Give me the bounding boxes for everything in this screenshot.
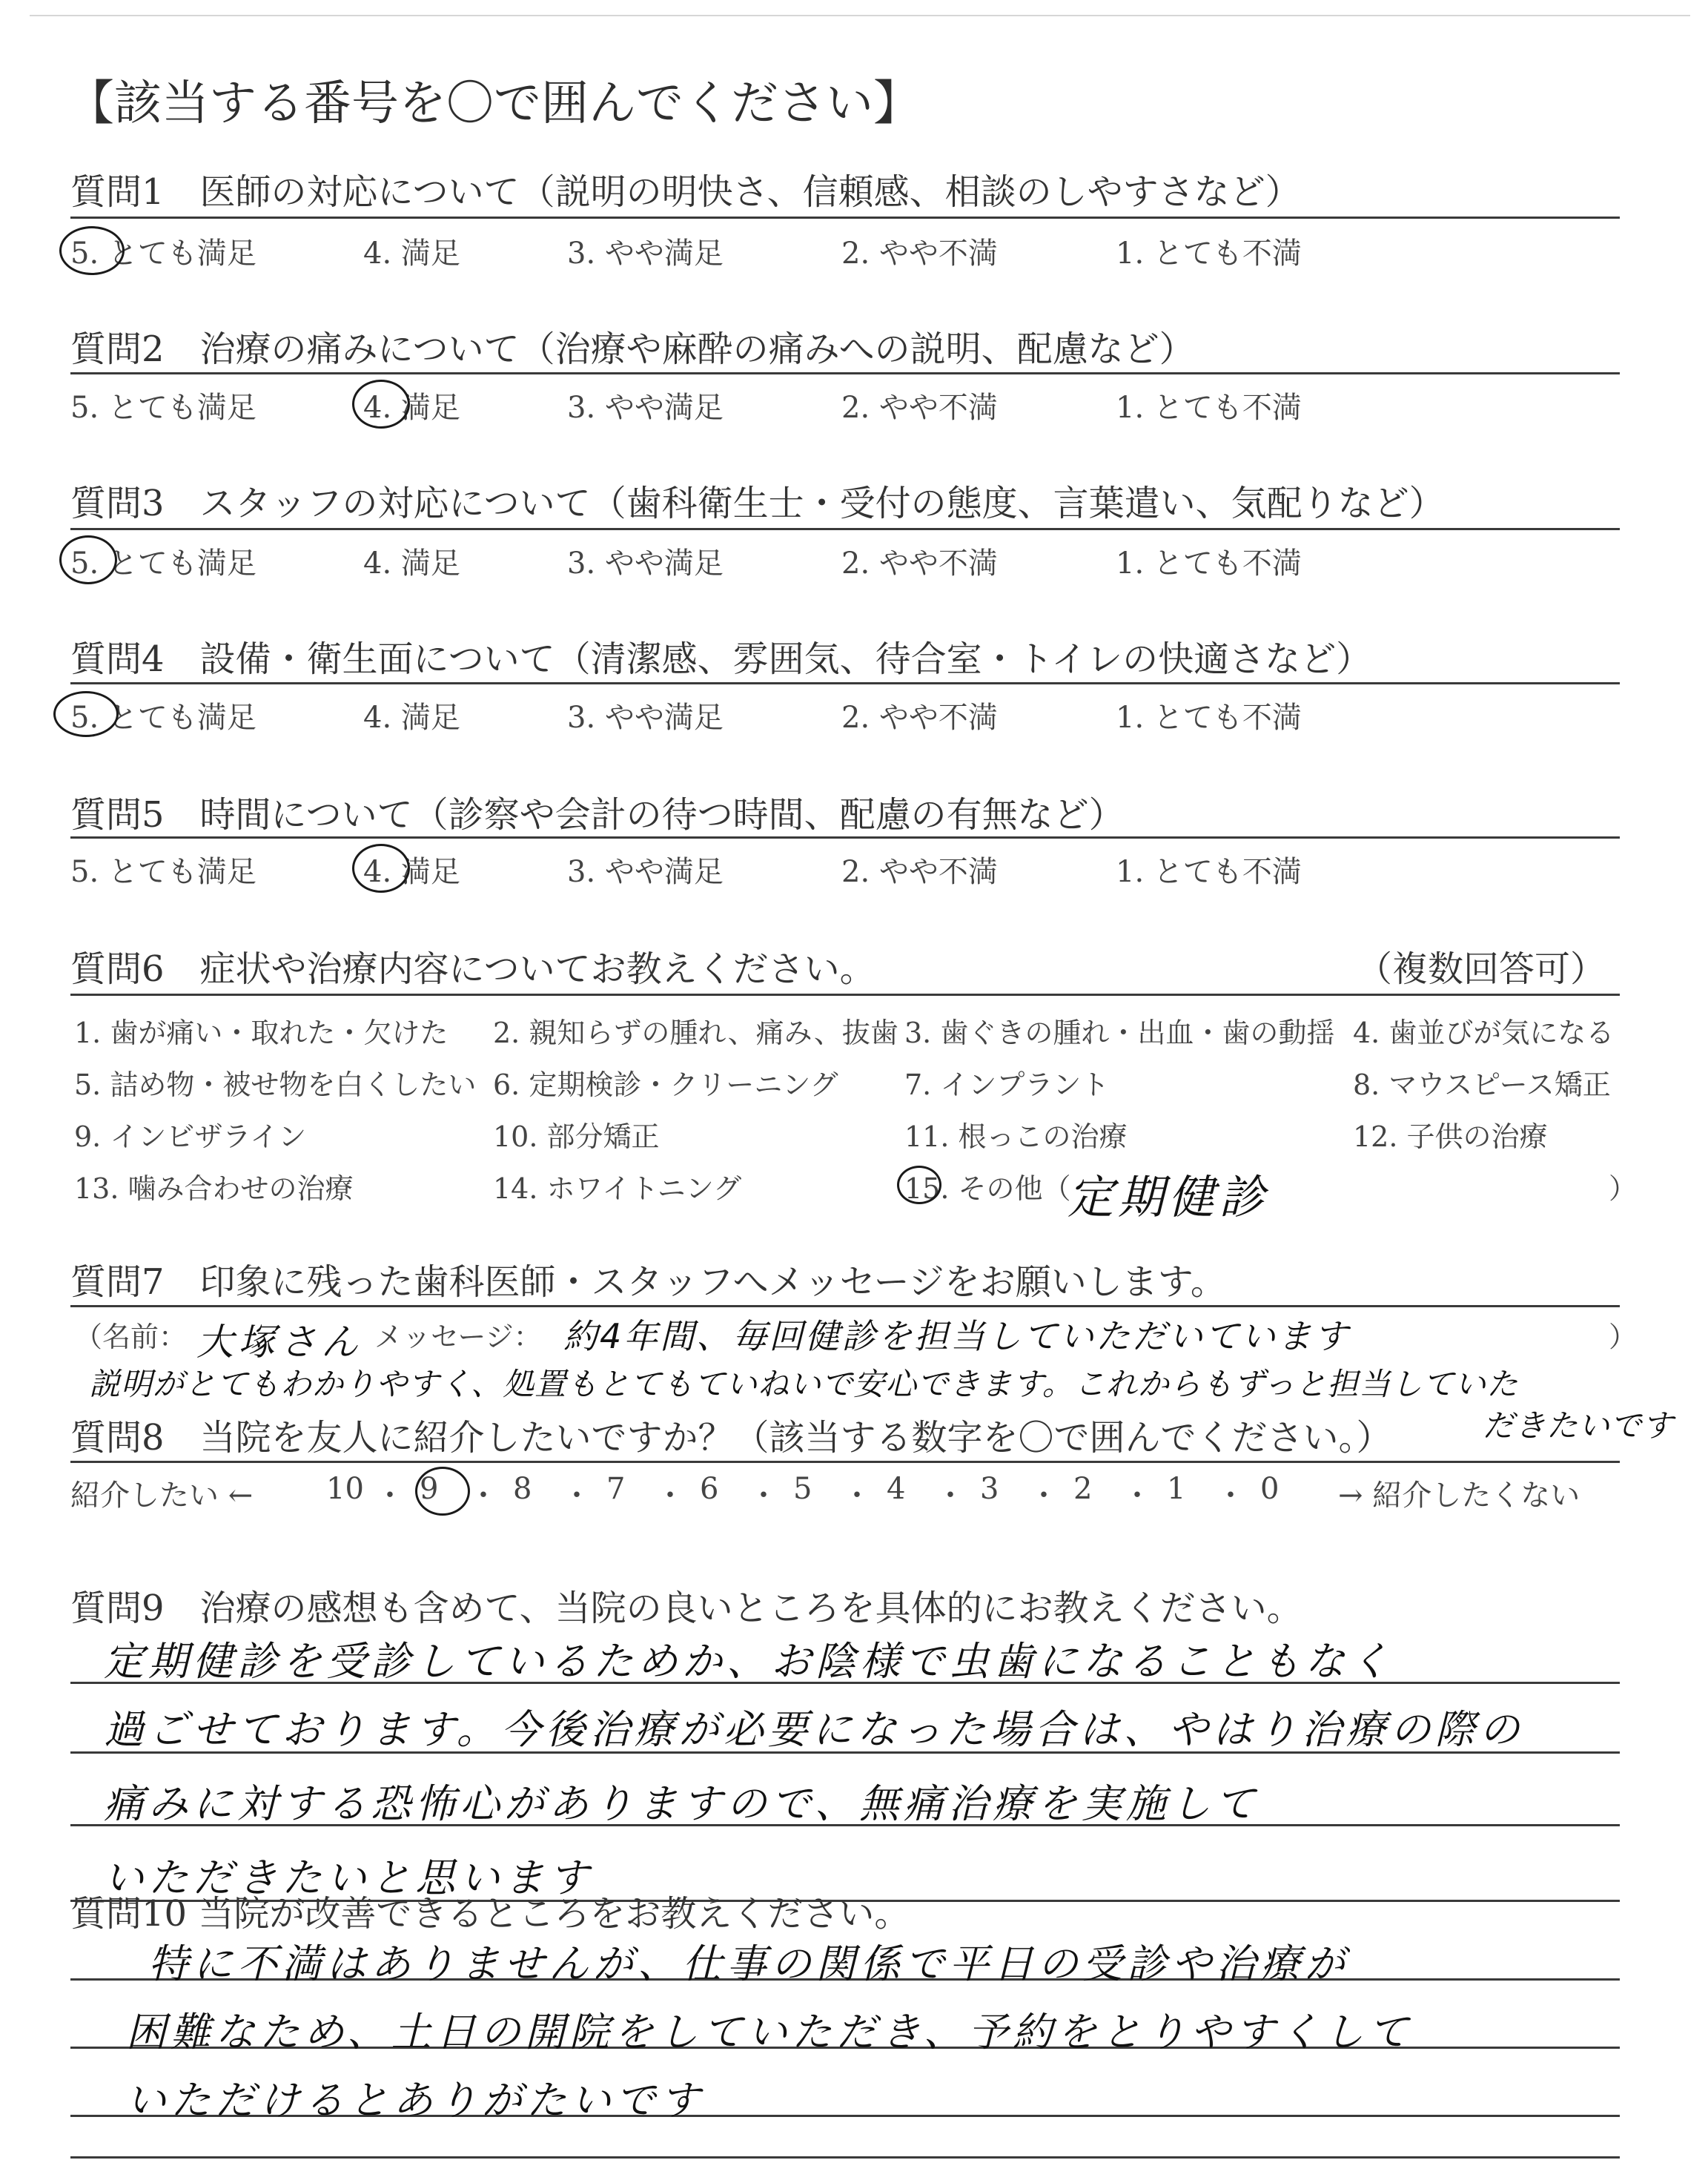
page-title: 【該当する番号を〇で囲んでください】 xyxy=(67,76,921,131)
q2-option-1[interactable]: 1. とても不満 xyxy=(1116,391,1302,425)
q6-rule xyxy=(70,994,1620,996)
q8-scale-1[interactable]: 1 xyxy=(1167,1472,1186,1506)
q6-item-10[interactable]: 10. 部分矯正 xyxy=(493,1120,660,1153)
q6-multi-note: （複数回答可） xyxy=(1357,948,1606,990)
q9-answer-line-1: 定期健診を受診しているためか、お陰様で虫歯になることもなく xyxy=(104,1638,1394,1685)
q10-answer-line-1: 特に不満はありませんが、仕事の関係で平日の受診や治療が xyxy=(148,1941,1349,1987)
q6-other-answer: 定期健診 xyxy=(1068,1170,1270,1224)
q3-option-1[interactable]: 1. とても不満 xyxy=(1116,546,1302,581)
q8-scale-dot: ・ xyxy=(749,1479,778,1513)
q4-option-4[interactable]: 4. 満足 xyxy=(363,701,460,735)
q8-left-label: 紹介したい ← xyxy=(70,1479,254,1513)
q5-option-2[interactable]: 2. やや不満 xyxy=(841,855,998,889)
q4-rule xyxy=(70,682,1620,684)
q9-title: 質問9 治療の感想も含めて、当院の良いところを具体的にお教えください。 xyxy=(70,1588,1302,1629)
q7-name-label: （名前： xyxy=(74,1321,188,1353)
q1-option-4[interactable]: 4. 満足 xyxy=(363,237,460,271)
q1-option-3[interactable]: 3. やや満足 xyxy=(567,237,724,271)
q8-scale-dot: ・ xyxy=(375,1479,405,1513)
q8-scale-dot: ・ xyxy=(469,1479,498,1513)
q6-other-close-paren: ） xyxy=(1609,1172,1638,1205)
q8-title: 質問8 当院を友人に紹介したいですか？（該当する数字を〇で囲んでください。） xyxy=(70,1417,1392,1459)
q3-rule xyxy=(70,528,1620,530)
q9-answer-line-2: 過ごせております。今後治療が必要になった場合は、やはり治療の際の xyxy=(104,1706,1524,1753)
q8-scale-dot: ・ xyxy=(562,1479,592,1513)
q6-item-7[interactable]: 7. インプラント xyxy=(904,1069,1110,1101)
q4-selection-circle xyxy=(53,691,119,737)
q5-option-1[interactable]: 1. とても不満 xyxy=(1116,855,1302,889)
q8-scale-dot: ・ xyxy=(936,1479,965,1513)
q10-rule-4 xyxy=(70,2156,1620,2159)
q3-selection-circle xyxy=(59,535,117,584)
q1-rule xyxy=(70,217,1620,219)
q4-option-1[interactable]: 1. とても不満 xyxy=(1116,701,1302,735)
q8-scale-3[interactable]: 3 xyxy=(980,1472,999,1506)
q7-rule xyxy=(70,1305,1620,1307)
q5-rule xyxy=(70,836,1620,839)
q9-answer-line-4: いただきたいと思います xyxy=(104,1855,593,1901)
q2-option-3[interactable]: 3. やや満足 xyxy=(567,391,724,425)
q8-selection-circle xyxy=(415,1467,470,1516)
q7-message-line-2: 説明がとてもわかりやすく、処置もとてもていねいで安心できます。これからもずっと担当していた xyxy=(89,1366,1519,1402)
q5-selection-circle xyxy=(352,844,410,893)
q6-item-15[interactable]: 15. その他（ xyxy=(904,1172,1071,1205)
q6-item-5[interactable]: 5. 詰め物・被せ物を白くしたい xyxy=(74,1069,477,1101)
q8-scale-2[interactable]: 2 xyxy=(1073,1472,1093,1506)
q2-rule xyxy=(70,372,1620,374)
q2-option-2[interactable]: 2. やや不満 xyxy=(841,391,998,425)
q8-right-label: → 紹介したくない xyxy=(1338,1479,1580,1513)
q8-scale-dot: ・ xyxy=(1216,1479,1245,1513)
q6-item-9[interactable]: 9. インビザライン xyxy=(74,1120,307,1153)
q10-answer-line-2: 困難なため、土日の開院をしていただき、予約をとりやすくして xyxy=(126,2009,1413,2055)
q3-option-5[interactable]: 5. とても満足 xyxy=(70,546,256,581)
q1-option-1[interactable]: 1. とても不満 xyxy=(1116,237,1302,271)
q6-item-13[interactable]: 13. 噛み合わせの治療 xyxy=(74,1172,354,1205)
q4-option-3[interactable]: 3. やや満足 xyxy=(567,701,724,735)
q8-scale-0[interactable]: 0 xyxy=(1260,1472,1280,1506)
q6-item-12[interactable]: 12. 子供の治療 xyxy=(1353,1120,1548,1153)
q8-scale-5[interactable]: 5 xyxy=(793,1472,812,1506)
q7-close-paren: ） xyxy=(1609,1321,1638,1353)
q6-selection-circle xyxy=(897,1166,941,1204)
q1-option-5[interactable]: 5. とても満足 xyxy=(70,237,256,271)
q9-answer-line-3: 痛みに対する恐怖心がありますので、無痛治療を実施して xyxy=(104,1780,1260,1827)
q7-name-value: 大塚さん xyxy=(196,1321,363,1364)
q8-scale-4[interactable]: 4 xyxy=(887,1472,906,1506)
q1-selection-circle xyxy=(59,226,125,275)
top-border xyxy=(30,15,1690,16)
q4-option-5[interactable]: 5. とても満足 xyxy=(70,701,256,735)
q8-scale-10[interactable]: 10 xyxy=(326,1472,364,1506)
q3-option-3[interactable]: 3. やや満足 xyxy=(567,546,724,581)
q6-title: 質問6 症状や治療内容についてお教えください。 xyxy=(70,948,875,990)
q10-title: 質問10 当院が改善できるところをお教えください。 xyxy=(70,1893,910,1935)
q1-title: 質問1 医師の対応について（説明の明快さ、信頼感、相談のしやすさなど） xyxy=(70,171,1301,213)
q5-title: 質問5 時間について（診察や会計の待つ時間、配慮の有無など） xyxy=(70,794,1125,836)
q4-title: 質問4 設備・衛生面について（清潔感、雰囲気、待合室・トイレの快適さなど） xyxy=(70,638,1372,680)
q8-scale-dot: ・ xyxy=(1122,1479,1152,1513)
q2-option-4[interactable]: 4. 満足 xyxy=(363,391,460,425)
q7-message-label: メッセージ： xyxy=(374,1321,542,1353)
q7-message-line-1: 約4年間、毎回健診を担当していただいています xyxy=(563,1316,1351,1356)
q6-item-2[interactable]: 2. 親知らずの腫れ、痛み、抜歯 xyxy=(493,1017,898,1049)
q5-option-4[interactable]: 4. 満足 xyxy=(363,855,460,889)
q6-item-11[interactable]: 11. 根っこの治療 xyxy=(904,1120,1128,1153)
q6-item-1[interactable]: 1. 歯が痛い・取れた・欠けた xyxy=(74,1017,448,1049)
q3-title: 質問3 スタッフの対応について（歯科衛生士・受付の態度、言葉遣い、気配りなど） xyxy=(70,483,1445,524)
q8-scale-dot: ・ xyxy=(655,1479,685,1513)
q5-option-3[interactable]: 3. やや満足 xyxy=(567,855,724,889)
q8-scale-9[interactable]: 9 xyxy=(420,1472,439,1506)
q2-title: 質問2 治療の痛みについて（治療や麻酔の痛みへの説明、配慮など） xyxy=(70,328,1195,370)
q8-scale-7[interactable]: 7 xyxy=(606,1472,626,1506)
q8-scale-dot: ・ xyxy=(842,1479,872,1513)
q6-item-6[interactable]: 6. 定期検診・クリーニング xyxy=(493,1069,838,1101)
q4-option-2[interactable]: 2. やや不満 xyxy=(841,701,998,735)
q1-option-2[interactable]: 2. やや不満 xyxy=(841,237,998,271)
q6-item-3[interactable]: 3. 歯ぐきの腫れ・出血・歯の動揺 xyxy=(904,1017,1335,1049)
q8-scale-dot: ・ xyxy=(1029,1479,1059,1513)
q2-selection-circle xyxy=(352,380,410,429)
q6-item-8[interactable]: 8. マウスピース矯正 xyxy=(1353,1069,1611,1101)
q8-scale-6[interactable]: 6 xyxy=(700,1472,719,1506)
q7-message-line-3: だきたいです xyxy=(1483,1407,1675,1444)
q5-option-5[interactable]: 5. とても満足 xyxy=(70,855,256,889)
q6-item-4[interactable]: 4. 歯並びが気になる xyxy=(1353,1017,1615,1049)
q2-option-5[interactable]: 5. とても満足 xyxy=(70,391,256,425)
q7-title: 質問7 印象に残った歯科医師・スタッフへメッセージをお願いします。 xyxy=(70,1261,1226,1303)
q10-answer-line-3: いただけるとありがたいです xyxy=(126,2077,704,2124)
q6-item-14[interactable]: 14. ホワイトニング xyxy=(493,1172,742,1205)
q3-option-4[interactable]: 4. 満足 xyxy=(363,546,460,581)
q8-scale-8[interactable]: 8 xyxy=(513,1472,532,1506)
q3-option-2[interactable]: 2. やや不満 xyxy=(841,546,998,581)
q8-rule xyxy=(70,1461,1620,1463)
